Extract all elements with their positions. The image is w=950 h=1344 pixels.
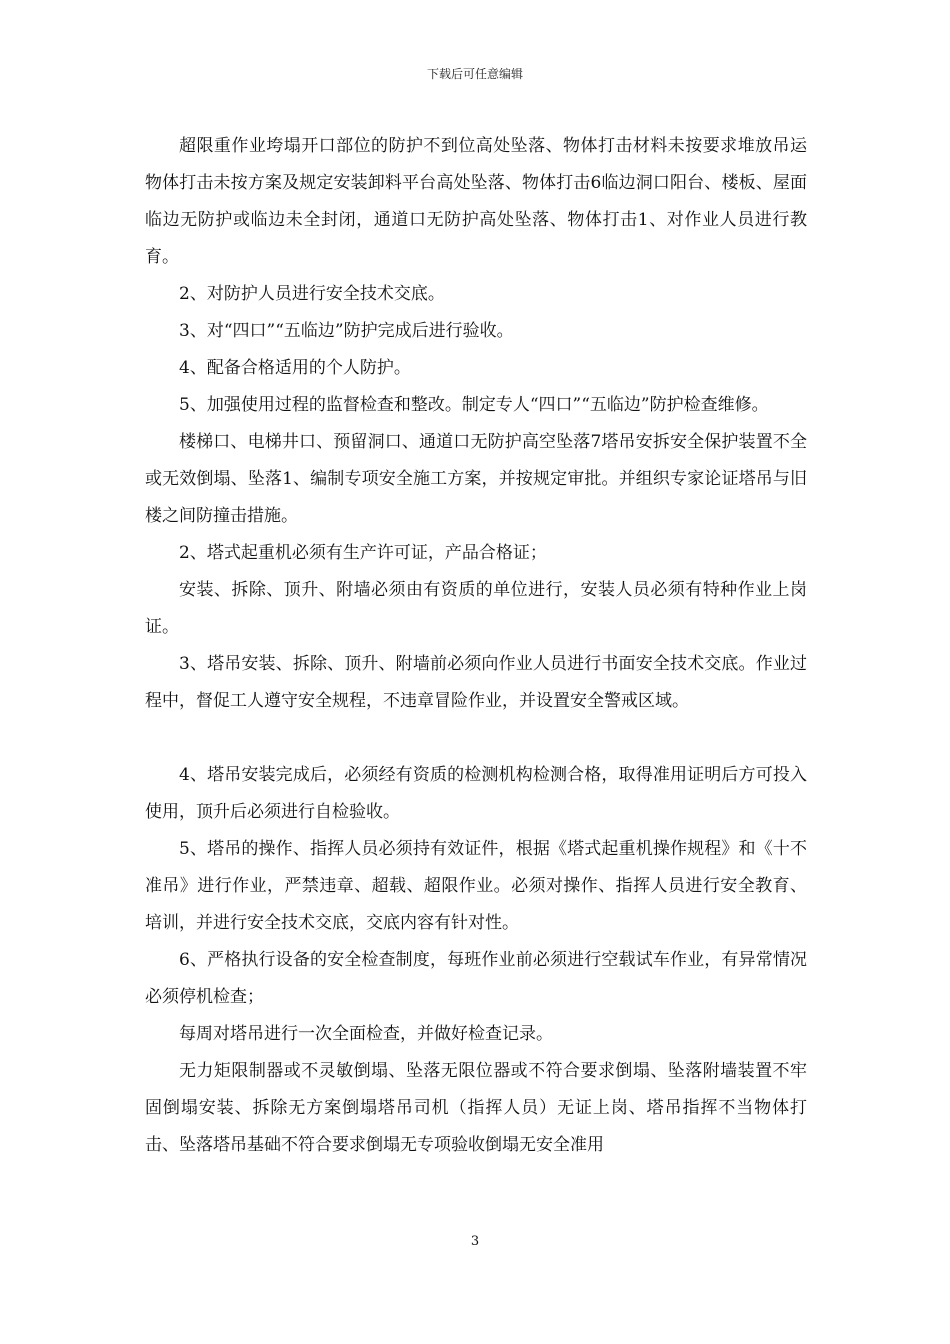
paragraph-1: 超限重作业垮塌开口部位的防护不到位高处坠落、物体打击材料未按要求堆放吊运物体打击未按方案及规定安装卸料平台高处坠落、物体打击6临边洞口阳台、楼板、屋面临边无防护或临边未全封闭，通道口无防护高处坠落、物体打击1、对作业人员进行教育。 [145, 136, 807, 267]
paragraph-6: 楼梯口、电梯井口、预留洞口、通道口无防护高空坠落7塔吊安拆安全保护装置不全或无效倒塌、坠落1、编制专项安全施工方案，并按规定审批。并组织专家论证塔吊与旧楼之间防撞击措施。 [145, 432, 807, 526]
paragraph-12: 6、严格执行设备的安全检查制度，每班作业前必须进行空载试车作业，有异常情况必须停机检查； [145, 950, 807, 1007]
paragraph-14: 无力矩限制器或不灵敏倒塌、坠落无限位器或不符合要求倒塌、坠落附墙装置不牢固倒塌安装、拆除无方案倒塌塔吊司机（指挥人员）无证上岗、塔吊指挥不当物体打击、坠落塔吊基础不符合要求倒塌无专项验收倒塌无安全准用 [145, 1061, 807, 1155]
paragraph-5: 5、加强使用过程的监督检查和整改。制定专人“四口”“五临边”防护检查维修。 [179, 395, 769, 415]
paragraph-10: 4、塔吊安装完成后，必须经有资质的检测机构检测合格，取得准用证明后方可投入使用，顶升后必须进行自检验收。 [145, 765, 807, 822]
paragraph-13: 每周对塔吊进行一次全面检查，并做好检查记录。 [179, 1024, 553, 1044]
page-header: 下载后可任意编辑 [426, 67, 523, 81]
paragraph-9: 3、塔吊安装、拆除、顶升、附墙前必须向作业人员进行书面安全技术交底。作业过程中，督促工人遵守安全规程，不违章冒险作业，并设置安全警戒区域。 [145, 654, 807, 711]
paragraph-7: 2、塔式起重机必须有生产许可证，产品合格证； [179, 543, 547, 563]
paragraph-4: 4、配备合格适用的个人防护。 [179, 358, 411, 378]
paragraph-2: 2、对防护人员进行安全技术交底。 [179, 284, 445, 304]
document-body [145, 128, 807, 1164]
page-number: 3 [470, 1234, 480, 1249]
paragraph-8: 安装、拆除、顶升、附墙必须由有资质的单位进行，安装人员必须有特种作业上岗证。 [145, 580, 807, 637]
paragraph-3: 3、对“四口”“五临边”防护完成后进行验收。 [179, 321, 514, 341]
paragraph-11: 5、塔吊的操作、指挥人员必须持有效证件，根据《塔式起重机操作规程》和《十不准吊》进行作业，严禁违章、超载、超限作业。必须对操作、指挥人员进行安全教育、培训，并进行安全技术交底，交底内容有针对性。 [145, 839, 807, 933]
